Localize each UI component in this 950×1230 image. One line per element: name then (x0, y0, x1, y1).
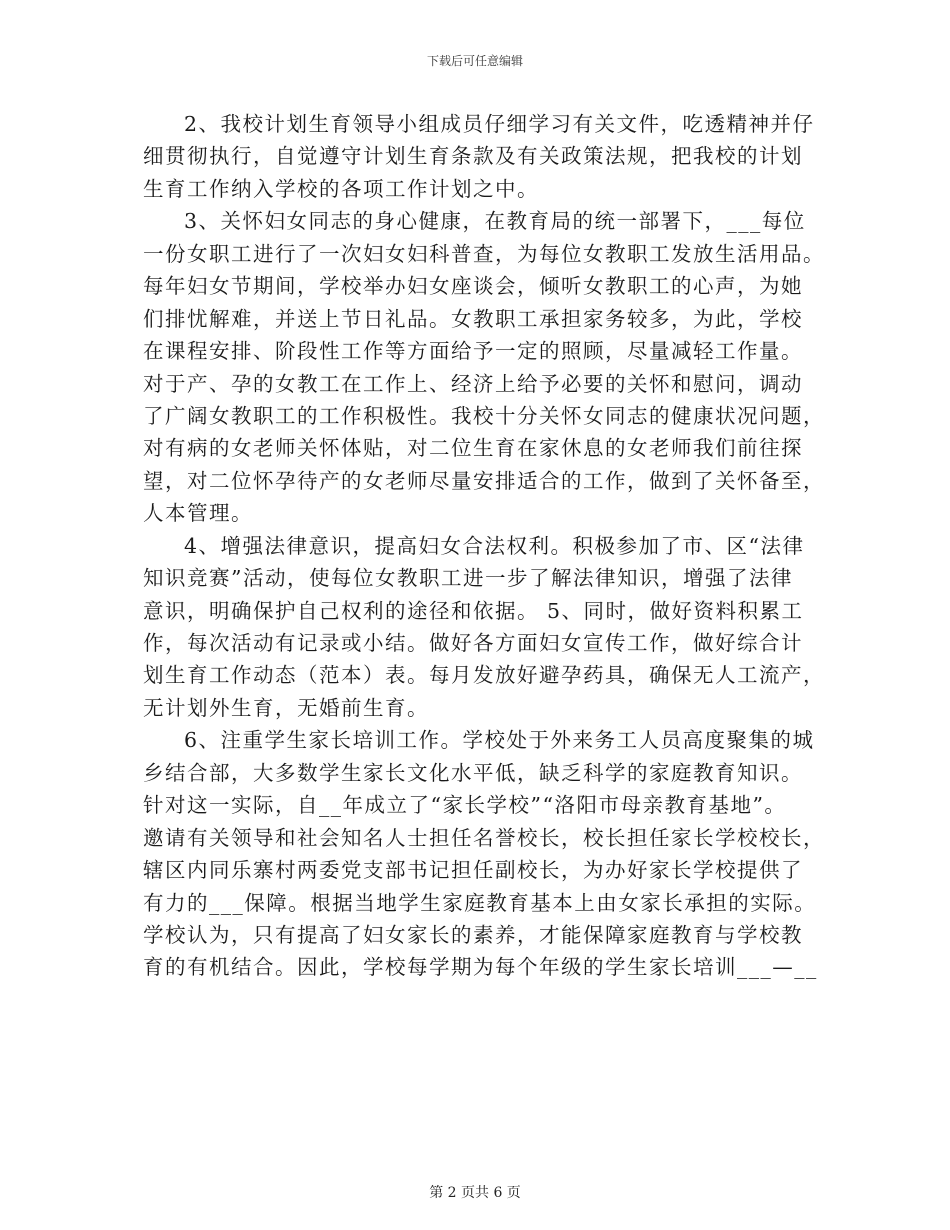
text-line: 无计划外生育，无婚前生育。 (143, 695, 429, 720)
text-line: 乡结合部，大多数学生家长文化水平低，缺乏科学的家庭教育知识。 (143, 760, 803, 785)
text-line: 在课程安排、阶段性工作等方面给予一定的照顾，尽量减轻工作量。 (143, 339, 803, 364)
text-line: 有力的___保障。根据当地学生家庭教育基本上由女家长承担的实际。 (143, 890, 817, 915)
text-line: 6、注重学生家长培训工作。学校处于外来务工人员高度聚集的城 (184, 728, 815, 753)
text-line: 作，每次活动有记录或小结。做好各方面妇女宣传工作，做好综合计 (143, 631, 803, 655)
text-line: 生育工作纳入学校的各项工作计划之中。 (143, 176, 539, 201)
page-footer: 第 2 页共 6 页 (429, 1185, 521, 1201)
text-line: 人本管理。 (143, 501, 253, 526)
text-line: 划生育工作动态（范本）表。每月发放好避孕药具，确保无人工流产， (143, 663, 825, 688)
text-line: 针对这一实际，自__年成立了“家长学校”“洛阳市母亲教育基地”。 (143, 793, 787, 818)
text-line: 邀请有关领导和社会知名人士担任名誉校长，校长担任家长学校校长， (143, 825, 825, 850)
text-line: 辖区内同乐寨村两委党支部书记担任副校长，为办好家长学校提供了 (143, 858, 803, 883)
text-line: 学校认为，只有提高了妇女家长的素养，才能保障家庭教育与学校教 (143, 922, 803, 947)
text-line: 对有病的女老师关怀体贴，对二位生育在家休息的女老师我们前往探 (143, 436, 803, 461)
text-line: 了广阔女教职工的工作积极性。我校十分关怀女同志的健康状况问题， (143, 403, 825, 428)
text-line: 们排忧解难，并送上节日礼品。女教职工承担家务较多，为此，学校 (143, 306, 803, 331)
text-line: 3、关怀妇女同志的身心健康，在教育局的统一部署下，___每位 (184, 209, 806, 234)
text-line: 每年妇女节期间，学校举办妇女座谈会，倾听女教职工的心声，为她 (143, 274, 803, 299)
text-line: 一份女职工进行了一次妇女妇科普查，为每位女教职工发放生活用品。 (143, 241, 825, 266)
text-line: 意识，明确保护自己权利的途径和依据。 5、同时，做好资料积累工 (143, 598, 804, 623)
document-body (143, 108, 825, 984)
text-line: 细贯彻执行，自觉遵守计划生育条款及有关政策法规，把我校的计划 (143, 144, 803, 169)
text-line: 2、我校计划生育领导小组成员仔细学习有关文件，吃透精神并仔 (184, 112, 815, 136)
text-line: 对于产、孕的女教工在工作上、经济上给予必要的关怀和慰问，调动 (143, 371, 803, 396)
text-line: 望，对二位怀孕待产的女老师尽量安排适合的工作，做到了关怀备至， (143, 468, 825, 493)
text-line: 育的有机结合。因此，学校每学期为每个年级的学生家长培训___—__ (143, 955, 818, 980)
page-header: 下载后可任意编辑 (426, 54, 523, 68)
text-line: 知识竞赛”活动，使每位女教职工进一步了解法律知识，增强了法律 (143, 566, 793, 591)
text-line: 4、增强法律意识，提高妇女合法权利。积极参加了市、区“法律 (184, 533, 805, 558)
